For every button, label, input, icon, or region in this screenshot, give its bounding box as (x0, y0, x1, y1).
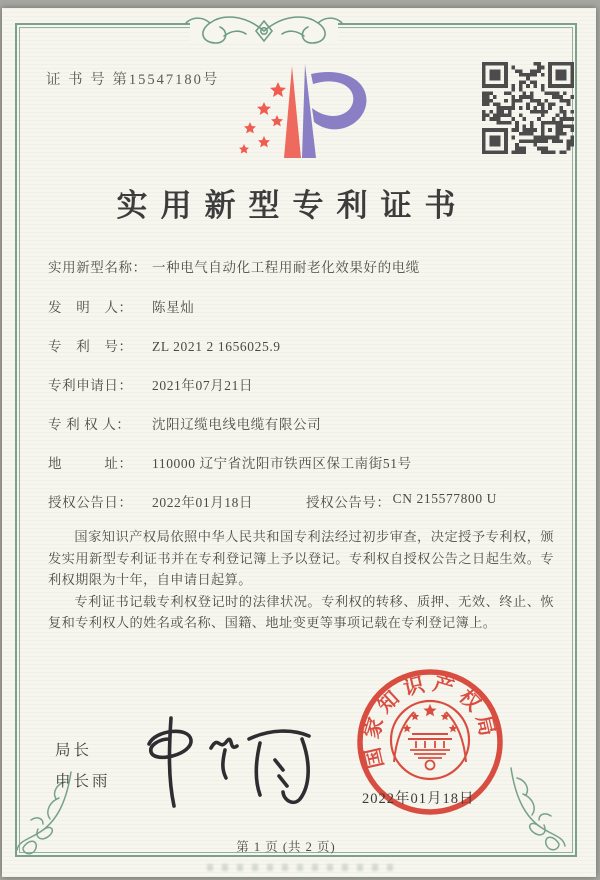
field-value: 2021年07月21日 (152, 378, 254, 393)
page-number: 第 1 页 (共 2 页) (236, 840, 336, 854)
certificate-number: 证 书 号 第15547180号 (46, 72, 220, 88)
field-grant-number (306, 491, 497, 511)
field-label: 发 明 人： (48, 300, 133, 315)
field-value: ZL 2021 2 1656025.9 (152, 339, 281, 354)
director-signature-icon (115, 708, 320, 816)
legal-text (48, 526, 554, 634)
signer-name: 申长雨 (55, 773, 111, 790)
field-value: 陈星灿 (152, 300, 195, 315)
signer-block (55, 735, 111, 797)
field-label: 地 址： (48, 456, 133, 471)
seal-date: 2022年01月18日 (362, 791, 475, 807)
dragon-flourish-ornament (174, 8, 354, 56)
svg-text:国家知识产权局 (359, 671, 500, 770)
certificate-page (2, 8, 596, 877)
legal-paragraph: 专利证书记载专利权登记时的法律状况。专利权的转移、质押、无效、终止、恢复和专利权人的姓名或名称、国籍、地址变更等事项记载在专利登记簿上。 (48, 593, 554, 631)
field-utility-model-name (48, 256, 552, 276)
field-inventor (48, 296, 552, 316)
field-label: 授权公告号： (306, 495, 391, 510)
legal-paragraph: 国家知识产权局依照中华人民共和国专利法经过初步审查，决定授予专利权，颁发实用新型专利证书并在专利登记簿上予以登记。专利权自授权公告之日起生效。专利权期限为十年，自申请日起算。 (48, 529, 554, 588)
field-grant-row (48, 491, 552, 511)
ghost-text-artifact (207, 864, 397, 871)
qr-code (482, 62, 574, 154)
field-value: 一种电气自动化工程用耐老化效果好的电缆 (152, 260, 420, 275)
field-label: 专 利 权 人： (48, 417, 131, 432)
field-label: 授权公告日： (48, 495, 133, 510)
field-value: CN 215577800 U (392, 491, 498, 506)
field-value: 2022年01月18日 (152, 495, 254, 510)
field-label: 实用新型名称： (48, 260, 147, 275)
field-address (48, 452, 552, 472)
seal-text: 国家知识产权局 (360, 672, 500, 771)
field-filing-date (48, 374, 552, 394)
field-value: 沈阳辽缆电线电缆有限公司 (152, 417, 322, 432)
signer-title: 局长 (55, 742, 93, 759)
field-label: 专 利 号： (48, 339, 133, 354)
field-label: 专利申请日： (48, 378, 133, 393)
cnipa-logo-icon (232, 60, 377, 172)
field-patent-number (48, 335, 552, 355)
field-patentee (48, 413, 552, 433)
field-value: 110000 辽宁省沈阳市铁西区保工南街51号 (152, 456, 412, 471)
certificate-title: 实用新型专利证书 (116, 188, 469, 223)
